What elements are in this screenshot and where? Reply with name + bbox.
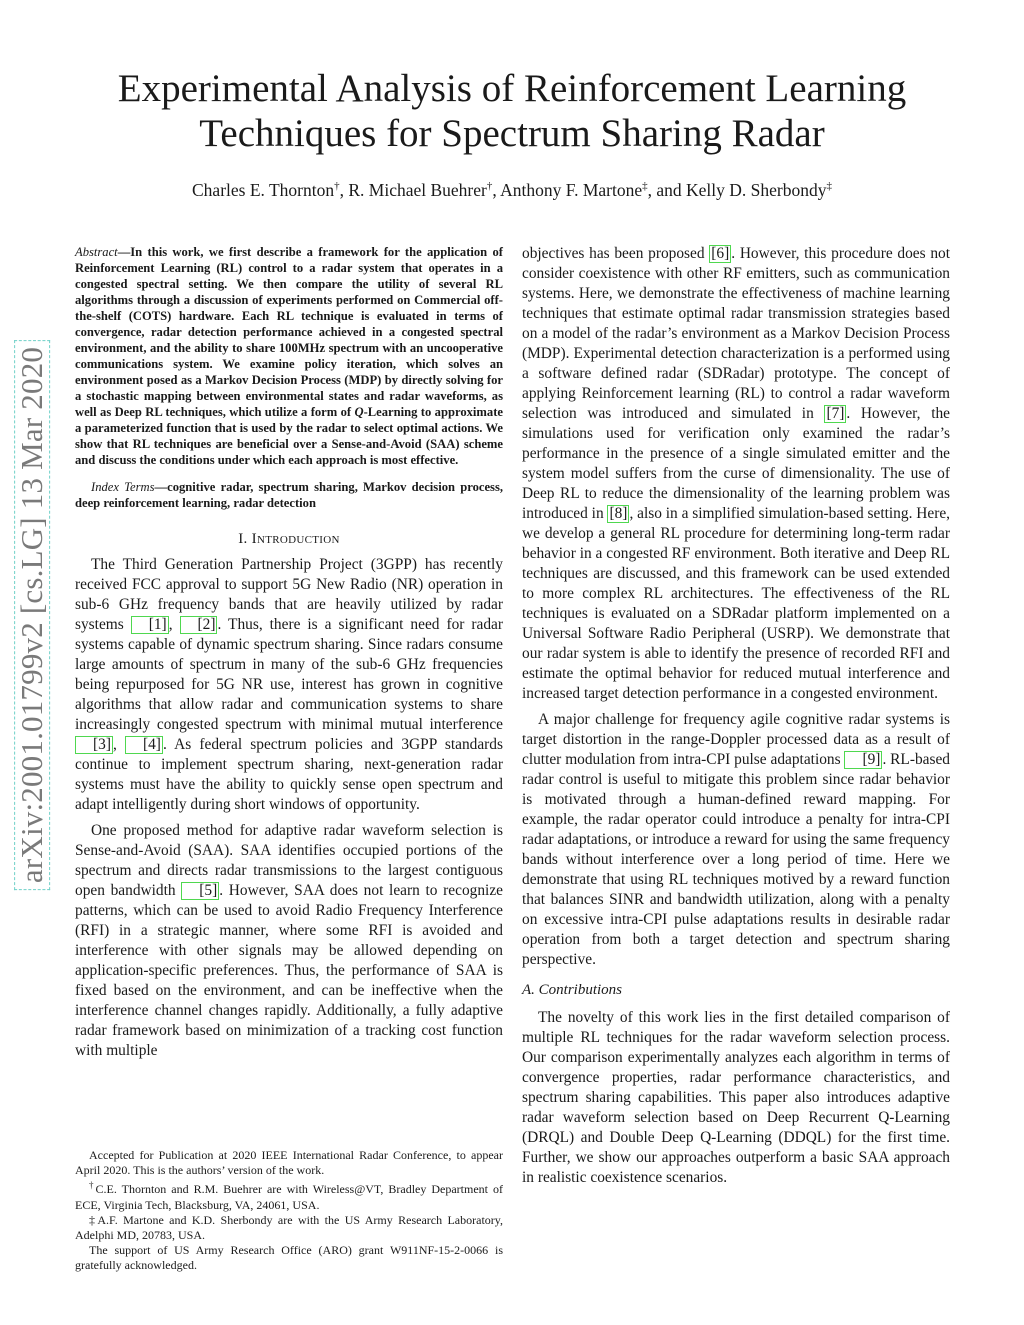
footnote-text: C.E. Thornton and R.M. Buehrer are with Wireless@VT, Bradley Department of ECE, Virginia Tech, Blacksburg, VA, 24061, USA.	[75, 1182, 504, 1212]
author-name: Charles E. Thornton	[192, 180, 335, 200]
footnote: Accepted for Publication at 2020 IEEE International Radar Conference, to appear April 2020. This is the authors’ version of the work.	[75, 1148, 503, 1178]
text-run: A major challenge for frequency agile cognitive radar systems is target distortion in the range-Doppler processed data as a result of clutter modulation from intra-CPI pulse adaptations	[522, 711, 950, 768]
contributions-paragraph: The novelty of this work lies in the first detailed comparison of multiple RL techniques for the radar waveform selection process. Our comparison experimentally analyzes each algorithm in terms of convergence properties, radar performance characteristics, and spectrum sharing capabilities. This paper also introduces adaptive radar waveform selection based on Deep Recurrent Q-Learning (DRQL) and Double Deep Q-Learning (DDQL) for the first time. Further, we show our approaches outperform a basic SAA approach in realistic coexistence scenarios.	[522, 1009, 950, 1186]
citation-link[interactable]: [3]	[75, 736, 113, 754]
affiliation-mark: †	[486, 180, 493, 193]
text-run: . Thus, there is a significant need for radar systems capable of dynamic spectrum sharing. Since radars consume large amounts of spectrum in many of the sub-6 GHz frequencies being repurposed for 5G NR use, interest has grown in cognitive algorithms that allow radar and communication systems to share increasingly congested spectrum with minimal mutual interference	[75, 616, 503, 733]
citation-link[interactable]: [8]	[609, 505, 628, 522]
paper-title: Experimental Analysis of Reinforcement Learning Techniques for Spectrum Sharing Radar	[117, 67, 907, 155]
text-run: ,	[112, 736, 125, 753]
text-run: . As federal spectrum policies and 3GPP standards continue to implement spectrum sharing, next-generation radar systems must have the ability to quickly sense open spectrum and adapt intelligently during short windows of opportunity.	[75, 736, 503, 813]
footnote: The support of US Army Research Office (ARO) grant W911NF-15-2-0066 is gratefully acknowledged.	[75, 1243, 503, 1273]
section-title: Introduction	[251, 531, 340, 547]
arxiv-stamp	[10, 320, 54, 910]
section-heading-introduction	[75, 529, 503, 549]
intro-paragraph-1	[75, 555, 503, 815]
footnote	[75, 1178, 503, 1212]
affiliation-mark: ‡	[642, 180, 648, 193]
left-column	[75, 244, 503, 1061]
right-column	[522, 244, 950, 1188]
index-terms-label: Index Terms	[91, 480, 155, 494]
citation-link[interactable]: [6]	[711, 245, 730, 262]
author-name: , R. Michael Buehrer	[339, 180, 487, 200]
citation-link[interactable]: [4]	[125, 736, 163, 754]
index-terms-text: —cognitive radar, spectrum sharing, Markov decision process, deep reinforcement learning, radar detection	[75, 480, 504, 510]
section-numeral: I.	[238, 531, 252, 547]
text-run: objectives has been proposed	[522, 245, 710, 262]
footnotes	[75, 1148, 503, 1274]
abstract-text: —In this work, we first describe a framework for the application of Reinforcement Learning (RL) control to a radar system that operates in a congested spectral setting. We then compare the utility of several RL algorithms through a discussion of experiments performed on Commercial off-the-shelf (COTS) hardware. Each RL technique is evaluated in terms of convergence, radar detection performance achieved in a congested spectral environment, and the ability to share 100MHz spectrum with an uncooperative communications system. We examine policy iteration, which solves an environment posed as a Markov Decision Process (MDP) by directly solving for a stochastic mapping between environmental states and radar waveforms, as well as Deep RL techniques, which utilize a form of	[75, 245, 503, 419]
abstract-text-end: -Learning to approximate a parameterized function that is used by the radar to select optimal actions. We show that RL techniques are beneficial over a Sense-and-Avoid (SAA) scheme and discuss the conditions under which each approach is most effective.	[75, 405, 503, 467]
text-run: . However, the simulations used for verification only examined the radar’s performance in the presence of a single simulated emitter and the system model suffers from the curse of dimensionality. The use of Deep RL to reduce the dimensionality of the learning problem was introduced in	[522, 405, 950, 522]
citation-link[interactable]: [9]	[844, 751, 882, 769]
intro-paragraph-4	[522, 710, 950, 970]
footnote-mark: †	[89, 1180, 96, 1191]
affiliation-mark: †	[334, 180, 340, 193]
abstract	[75, 244, 503, 468]
intro-paragraph-3	[522, 244, 950, 704]
text-run: . However, this procedure does not consider coexistence with other RF emitters, such as communication systems. Here, we demonstrate the effectiveness of machine learning techniques that estimate optimal radar transmission strategies based on a model of the radar’s environment as a Markov Decision Process (MDP). Experimental detection characterization is a performed using a software defined radar (SDRadar) prototype. The concept of applying Reinforcement learning (RL) to control a radar waveform selection was introduced and simulated in	[522, 245, 950, 422]
subsection-heading-contributions: A. Contributions	[522, 982, 623, 998]
citation-link[interactable]: [1]	[131, 616, 169, 634]
text-run: . RL-based radar control is useful to mitigate this problem since radar behavior is motivated through a human-defined reward mapping. For example, the radar operator could introduce a penalty for intra-CPI radar adaptations, or introduce a reward for using the same frequency bands without interference over a long period of time. Here we demonstrate that using RL techniques motived by a reward function that balances SINR and bandwidth utilization, along with a penalty on excessive intra-CPI pulse adaptations results in desirable radar operation from both a target detection and spectrum sharing perspective.	[522, 751, 951, 968]
intro-paragraph-2	[75, 821, 503, 1061]
abstract-label: Abstract	[75, 245, 118, 259]
footnote: ‡A.F. Martone and K.D. Sherbondy are with the US Army Research Laboratory, Adelphi MD, 20783, USA.	[75, 1212, 503, 1243]
arxiv-identifier[interactable]: arXiv:2001.01799v2 [cs.LG] 13 Mar 2020	[14, 340, 50, 890]
citation-link[interactable]: [5]	[181, 882, 219, 900]
author-name: , Anthony F. Martone	[492, 180, 643, 200]
citation-link[interactable]: [2]	[180, 616, 218, 634]
text-run: . However, SAA does not learn to recognize patterns, which can be used to avoid Radio Frequency Interference (RFI) in a strategic manner, where some RFI is avoided and interference with other signals may be allowed depending on application-specific preferences. Thus, the performance of SAA is fixed based on the environment, and can be ineffective when the interference channel changes rapidly. Additionally, a fully adaptive radar framework based on minimization of a tracking cost function with multiple	[75, 882, 503, 1059]
citation-link[interactable]: [7]	[826, 405, 845, 422]
index-terms	[75, 479, 503, 511]
affiliation-mark: ‡	[826, 180, 832, 193]
author-name: , and Kelly D. Sherbondy	[647, 180, 827, 200]
text-run: The Third Generation Partnership Project (3GPP) has recently received FCC approval to support 5G New Radio (NR) operation in sub-6 GHz frequency bands that are heavily utilized by radar systems	[75, 556, 503, 633]
author-list	[60, 180, 964, 201]
text-run: , also in a simplified simulation-based setting. Here, we develop a general RL procedure for determining long-term radar behavior in a congested RF environment. Both iterative and Deep RL techniques are discussed, and this framework can be used extended to more complex RL architectures. The effectiveness of the RL techniques is evaluated on a SDRadar platform implemented on a Universal Software Radio Peripheral (USRP). We demonstrate that our radar system is able to identify the presence of recorded RFI and estimate the optimal behavior for reduced mutual interference and increased target detection performance in a congested environment.	[522, 505, 951, 702]
text-run: ,	[168, 616, 180, 633]
text-run: One proposed method for adaptive radar waveform selection is Sense-and-Avoid (SAA). SAA identifies occupied portions of the spectrum and directs radar transmissions to the largest contiguous open bandwidth	[75, 822, 503, 899]
abstract-q-symbol: Q	[354, 405, 364, 419]
